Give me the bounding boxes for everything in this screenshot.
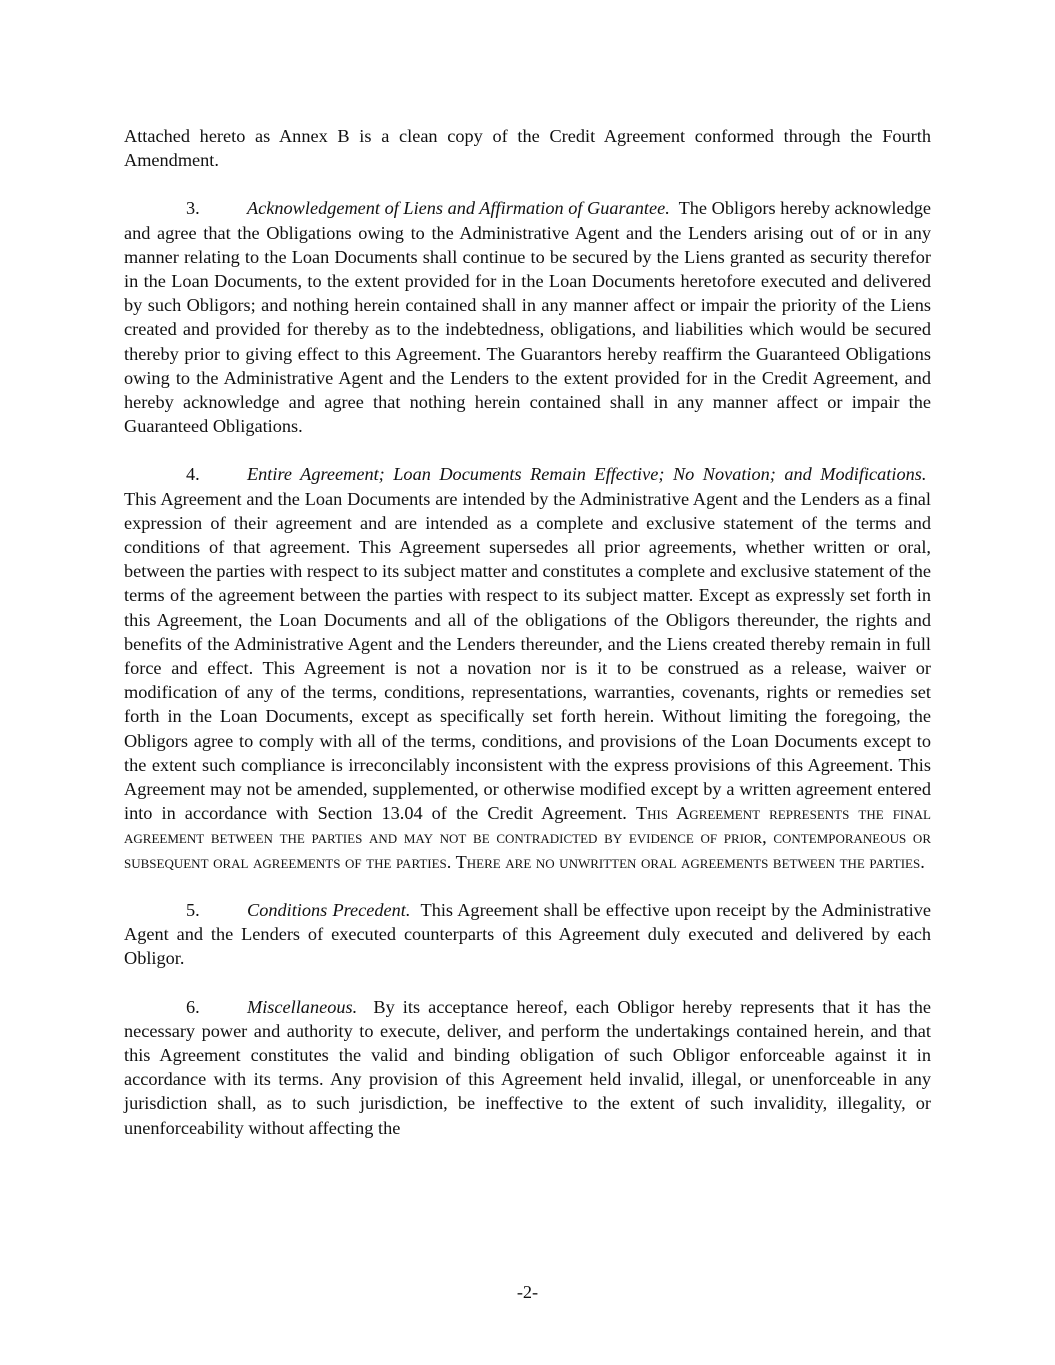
section-3-paragraph <box>124 196 931 438</box>
section-5-heading: Conditions Precedent. <box>247 899 411 920</box>
section-5-paragraph <box>124 898 931 971</box>
section-5-number: 5. <box>186 899 200 920</box>
section-5-body: This Agreement shall be effective upon receipt by the Administrative Agent and the Lenders of executed counterparts of this Agreement duly executed and delivered by each Obligor. <box>124 899 932 969</box>
section-3-body: The Obligors hereby acknowledge and agree that the Obligations owing to the Administrative Agent and the Lenders arising out of or in any manner relating to the Loan Documents shall continue to be secured by the Liens granted as security therefor in the Loan Documents, to the extent provided for in the Loan Documents heretofore executed and delivered by such Obligors; and nothing herein contained shall in any manner affect or impair the priority of the Liens created and provided for thereby as to the indebtedness, obligations, and liabilities which would be secured thereby prior to giving effect to this Agreement. The Guarantors hereby reaffirm the Guaranteed Obligations owing to the Administrative Agent and the Lenders to the extent provided for in the Credit Agreement, and hereby acknowledge and agree that nothing herein contained shall in any manner affect or impair the Guaranteed Obligations. <box>124 198 931 437</box>
section-4-body: This Agreement and the Loan Documents are intended by the Administrative Agent and the Lenders as a final expression of their agreement and are intended as a complete and exclusive statement of the terms and conditions of that agreement. This Agreement supersedes all prior agreements, whether written or oral, between the parties with respect to its subject matter and constitutes a complete and exclusive statement of the terms of the agreement between the parties with respect to its subject matter. Except as expressly set forth in this Agreement, the Loan Documents and all of the obligations of the Obligors thereunder, the rights and benefits of the Administrative Agent and the Lenders thereunder, and the Liens created thereby remain in full force and effect. This Agreement is not a novation nor is it to be construed as a release, waiver or modification of any of the terms, conditions, representations, warranties, covenants, rights or remedies set forth in the Loan Documents, except as specifically set forth herein. Without limiting the foregoing, the Obligors agree to comply with all of the terms, conditions, and provisions of the Loan Documents except to the extent such compliance is irreconcilably inconsistent with the express provisions of this Agreement. This Agreement may not be amended, supplemented, or otherwise modified except by a written agreement entered into in accordance with Section 13.04 of the Credit Agreement. <box>124 488 931 824</box>
section-4-caps-statement: This Agreement represents the final agreement between the parties and may not be contradicted by evidence of prior, contemporaneous or subsequent oral agreements of the parties. There are no unwritten oral agreements between the parties. <box>124 803 931 872</box>
document-body <box>124 124 931 1140</box>
section-6-body: By its acceptance hereof, each Obligor hereby represents that it has the necessary power and authority to execute, deliver, and perform the undertakings contained herein, and that this Agreement constitutes the valid and binding obligation of such Obligor enforceable against it in accordance with its terms. Any provision of this Agreement held invalid, illegal, or unenforceable in any jurisdiction shall, as to such jurisdiction, be ineffective to the extent of such invalidity, illegality, or unenforceability without affecting the <box>124 996 931 1138</box>
section-4-paragraph <box>124 462 931 873</box>
section-6-paragraph <box>124 995 931 1140</box>
section-4-number: 4. <box>186 464 200 485</box>
page-number: -2- <box>516 1282 539 1302</box>
section-4-heading: Entire Agreement; Loan Documents Remain Effective; No Novation; and Modifications. <box>247 464 927 485</box>
section-3-number: 3. <box>186 198 200 219</box>
intro-paragraph: Attached hereto as Annex B is a clean copy of the Credit Agreement conformed through the Fourth Amendment. <box>124 126 931 171</box>
section-3-heading: Acknowledgement of Liens and Affirmation of Guarantee. <box>247 198 670 219</box>
section-6-heading: Miscellaneous. <box>247 996 358 1017</box>
section-6-number: 6. <box>186 996 200 1017</box>
